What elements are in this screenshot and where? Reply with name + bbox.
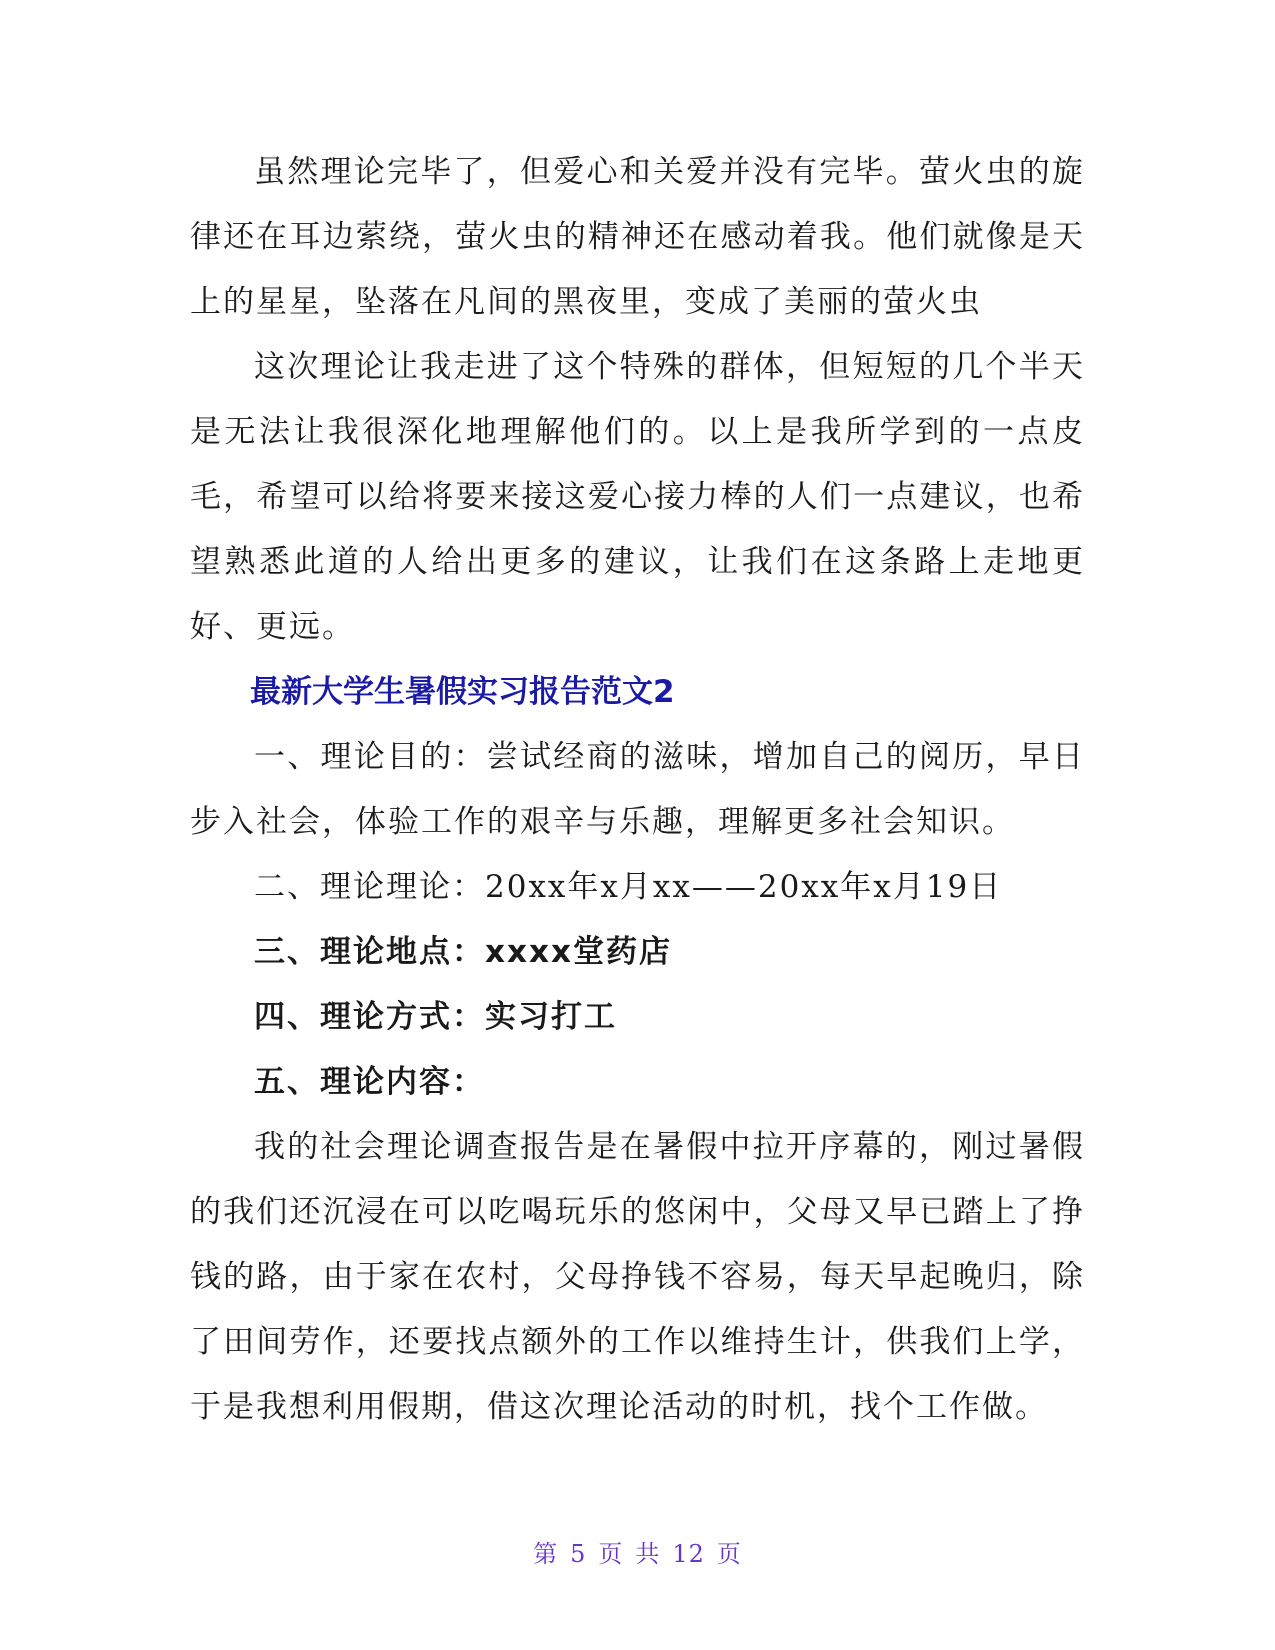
item-method: 四、理论方式：实习打工 — [254, 999, 617, 1035]
page-number-footer — [0, 1534, 1275, 1569]
footer-suffix: 页 — [716, 1540, 742, 1568]
footer-prefix: 第 — [533, 1540, 559, 1568]
paragraph-fireflies: 虽然理论完毕了，但爱心和关爱并没有完毕。萤火虫的旋律还在耳边萦绕，萤火虫的精神还在感动着我。他们就像是天上的星星，坠落在凡间的黑夜里，变成了美丽的萤火虫 — [190, 154, 1085, 320]
footer-current-page: 5 — [570, 1540, 587, 1568]
paragraph-body: 我的社会理论调查报告是在暑假中拉开序幕的，刚过暑假的我们还沉浸在可以吃喝玩乐的悠闲中，父母又早已踏上了挣钱的路，由于家在农村，父母挣钱不容易，每天早起晚归，除了田间劳作，还要找点额外的工作以维持生计，供我们上学，于是我想利用假期，借这次理论活动的时机，找个工作做。 — [190, 1129, 1085, 1425]
page-content — [190, 140, 1085, 1440]
item-purpose: 一、理论目的：尝试经商的滋味，增加自己的阅历，早日步入社会，体验工作的艰辛与乐趣，理解更多社会知识。 — [190, 739, 1085, 840]
paragraph-reflection: 这次理论让我走进了这个特殊的群体，但短短的几个半天是无法让我很深化地理解他们的。以上是我所学到的一点皮毛，希望可以给将要来接这爱心接力棒的人们一点建议，也希望熟悉此道的人给出更多的建议，让我们在这条路上走地更好、更远。 — [190, 349, 1085, 645]
item-time: 二、理论理论：20xx年x月xx——20xx年x月19日 — [254, 869, 1003, 905]
footer-total-word: 共 — [635, 1540, 661, 1568]
footer-total-pages: 12 — [672, 1540, 705, 1568]
section-heading: 最新大学生暑假实习报告范文2 — [250, 674, 675, 710]
footer-page-word: 页 — [598, 1540, 624, 1568]
item-content-label: 五、理论内容： — [254, 1064, 485, 1100]
item-place: 三、理论地点：xxxx堂药店 — [254, 934, 672, 970]
